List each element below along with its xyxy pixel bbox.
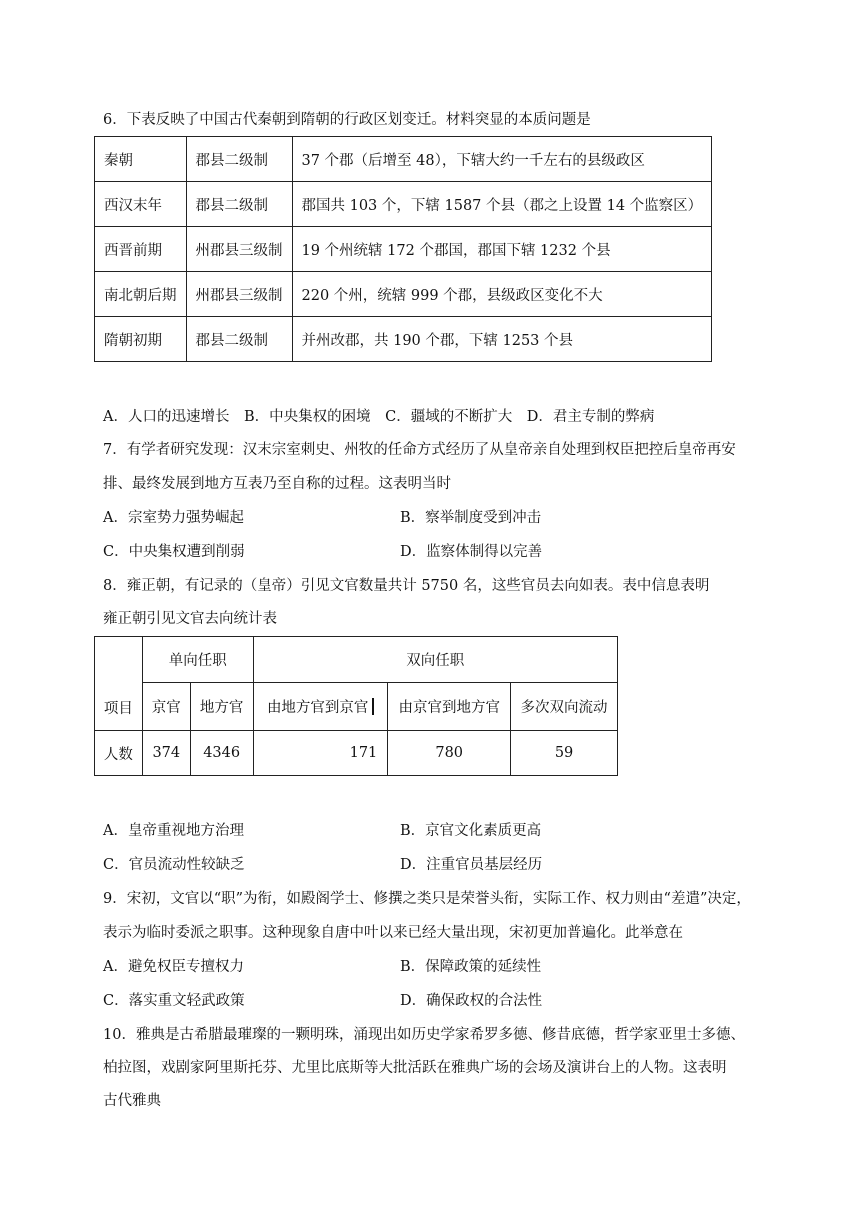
question-9-option-c: C．落实重文轻武政策 <box>103 993 245 1009</box>
col-header-capital-to-local: 由京官到地方官 <box>388 683 511 731</box>
system-cell: 州郡县三级制 <box>186 227 292 272</box>
question-7-option-a: A．宗室势力强势崛起 <box>103 510 244 526</box>
value-multi-flow: 59 <box>511 731 618 776</box>
admin-divisions-table <box>94 136 712 362</box>
col-header-multi-flow: 多次双向流动 <box>511 683 618 731</box>
value-capital-to-local: 780 <box>388 731 511 776</box>
question-7-stem-line1: 7．有学者研究发现：汉末宗室刺史、州牧的任命方式经历了从皇帝亲自处理到权臣把控后皇帝再安 <box>103 442 736 458</box>
table-subheader-row <box>95 683 618 731</box>
value-difangguan: 4346 <box>190 731 253 776</box>
dynasty-cell: 隋朝初期 <box>95 317 187 362</box>
detail-cell: 并州改郡，共 190 个郡，下辖 1253 个县 <box>292 317 712 362</box>
question-10-stem-line1: 10．雅典是古希腊最璀璨的一颗明珠，涌现出如历史学家希罗多德、修昔底德，哲学家亚里士多德、 <box>103 1027 745 1043</box>
item-header: 项目 <box>95 637 143 731</box>
table-caption: 雍正朝引见文官去向统计表 <box>103 611 277 627</box>
col-header-local-to-capital: 由地方官到京官 <box>253 683 388 731</box>
question-10-stem-line3: 古代雅典 <box>103 1093 161 1109</box>
question-8-option-d: D．注重官员基层经历 <box>400 857 543 873</box>
question-9-stem-line2: 表示为临时委派之职事。这种现象自唐中叶以来已经大量出现，宋初更加普遍化。此举意在 <box>103 925 683 941</box>
dynasty-cell: 南北朝后期 <box>95 272 187 317</box>
question-8-option-b: B．京官文化素质更高 <box>400 823 542 839</box>
dynasty-cell: 西晋前期 <box>95 227 187 272</box>
system-cell: 郡县二级制 <box>186 182 292 227</box>
question-9-option-d: D．确保政权的合法性 <box>400 993 543 1009</box>
dynasty-cell: 西汉末年 <box>95 182 187 227</box>
detail-cell: 郡国共 103 个，下辖 1587 个县（郡之上设置 14 个监察区） <box>292 182 712 227</box>
question-8-stem: 8．雍正朝，有记录的（皇帝）引见文官数量共计 5750 名，这些官员去向如表。表中信息表明 <box>103 578 710 594</box>
table-row <box>95 272 712 317</box>
question-6-stem: 6．下表反映了中国古代秦朝到隋朝的行政区划变迁。材料突显的本质问题是 <box>103 112 591 128</box>
system-cell: 郡县二级制 <box>186 317 292 362</box>
system-cell: 州郡县三级制 <box>186 272 292 317</box>
table-row <box>95 731 618 776</box>
detail-cell: 19 个州统辖 172 个郡国，郡国下辖 1232 个县 <box>292 227 712 272</box>
dynasty-cell: 秦朝 <box>95 137 187 182</box>
question-6-options: A．人口的迅速增长 B．中央集权的困境 C．疆域的不断扩大 D．君主专制的弊病 <box>103 409 655 425</box>
question-8-option-c: C．官员流动性较缺乏 <box>103 857 245 873</box>
question-9-stem-line1: 9．宋初，文官以“职”为衔，如殿阁学士、修撰之类只是荣誉头衔，实际工作、权力则由“差遣”决定， <box>103 891 751 907</box>
table-row <box>95 317 712 362</box>
value-local-to-capital: 171 <box>253 731 388 776</box>
question-9-option-a: A．避免权臣专擅权力 <box>103 959 244 975</box>
table-row <box>95 227 712 272</box>
system-cell: 郡县二级制 <box>186 137 292 182</box>
question-7-stem-line2: 排、最终发展到地方互表乃至自称的过程。这表明当时 <box>103 476 451 492</box>
question-7-option-b: B．察举制度受到冲击 <box>400 510 542 526</box>
row-label: 人数 <box>95 731 143 776</box>
detail-cell: 37 个郡（后增至 48），下辖大约一千左右的县级政区 <box>292 137 712 182</box>
table-row <box>95 137 712 182</box>
officials-table <box>94 636 618 776</box>
question-8-option-a: A．皇帝重视地方治理 <box>103 823 244 839</box>
question-7-option-d: D．监察体制得以完善 <box>400 544 543 560</box>
question-9-option-b: B．保障政策的延续性 <box>400 959 542 975</box>
table-row <box>95 182 712 227</box>
dual-appointment-header: 双向任职 <box>253 637 617 683</box>
table-header-row <box>95 637 618 683</box>
question-10-stem-line2: 柏拉图，戏剧家阿里斯托芬、尤里比底斯等大批活跃在雅典广场的会场及演讲台上的人物。这表明 <box>103 1060 727 1076</box>
value-jingguan: 374 <box>142 731 190 776</box>
question-7-option-c: C．中央集权遭到削弱 <box>103 544 245 560</box>
col-header-jingguan: 京官 <box>142 683 190 731</box>
col-header-difangguan: 地方官 <box>190 683 253 731</box>
detail-cell: 220 个州，统辖 999 个郡，县级政区变化不大 <box>292 272 712 317</box>
text-cursor <box>372 698 374 715</box>
single-appointment-header: 单向任职 <box>142 637 253 683</box>
